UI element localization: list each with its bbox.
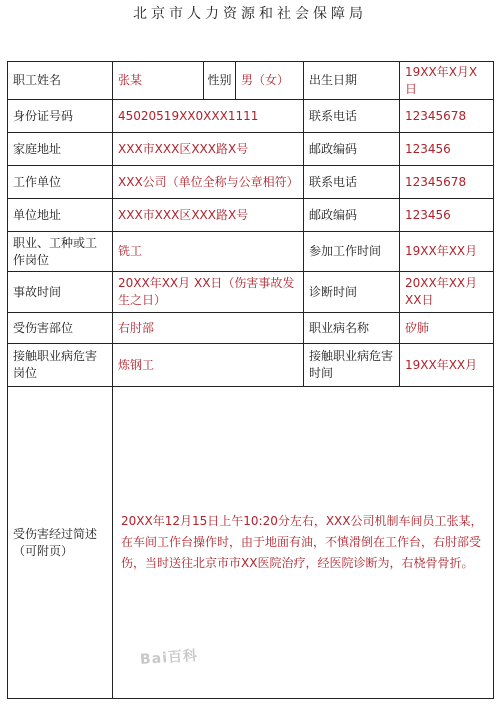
value-job: 铣工 xyxy=(113,232,304,272)
label-accident-time: 事故时间 xyxy=(8,272,113,313)
row-home xyxy=(8,133,494,166)
value-employer: XXX公司（单位全称与公章相符） xyxy=(113,166,304,199)
label-gender: 性别 xyxy=(204,62,236,100)
label-employer-address: 单位地址 xyxy=(8,199,113,232)
value-employer-postcode: 123456 xyxy=(400,199,494,232)
value-injury-description: 20XX年12月15日上午10:20分左右，XXX公司机制车间员工张某，在车间工作台操作时，由于地面有油，不慎滑倒在工作台，右肘部受伤，当时送往北京市市XX医院治疗，经医院诊断为，右桡骨骨折。 xyxy=(113,387,494,699)
value-employer-phone: 12345678 xyxy=(400,166,494,199)
label-diagnosis-time: 诊断时间 xyxy=(304,272,400,313)
label-name: 职工姓名 xyxy=(8,62,113,100)
row-injury-description xyxy=(8,387,494,699)
watermark-logo: Bai百科 xyxy=(139,647,199,668)
value-id-number: 45020519XX0XXX1111 xyxy=(113,100,304,133)
value-diagnosis-time: 20XX年XX月XX日 xyxy=(400,272,494,313)
value-work-start: 19XX年XX月 xyxy=(400,232,494,272)
value-injury-part: 右肘部 xyxy=(113,313,304,344)
row-id xyxy=(8,100,494,133)
label-phone: 联系电话 xyxy=(304,100,400,133)
value-accident-time: 20XX年XX月 XX日（伤害事故发生之日） xyxy=(113,272,304,313)
row-hazard xyxy=(8,344,494,387)
label-postcode: 邮政编码 xyxy=(304,133,400,166)
value-gender: 男（女） xyxy=(236,62,304,100)
row-name xyxy=(8,62,494,100)
label-id-number: 身份证号码 xyxy=(8,100,113,133)
injury-report-form xyxy=(7,61,494,699)
row-employer xyxy=(8,166,494,199)
label-injury-description: 受伤害经过简述（可附页） xyxy=(8,387,113,699)
label-employer-phone: 联系电话 xyxy=(304,166,400,199)
value-name: 张某 xyxy=(113,62,204,100)
value-phone: 12345678 xyxy=(400,100,494,133)
label-home-address: 家庭地址 xyxy=(8,133,113,166)
value-postcode: 123456 xyxy=(400,133,494,166)
label-hazard-post: 接触职业病危害岗位 xyxy=(8,344,113,387)
row-job xyxy=(8,232,494,272)
label-birth-date: 出生日期 xyxy=(304,62,400,100)
label-hazard-time: 接触职业病危害时间 xyxy=(304,344,400,387)
value-disease-name: 矽肺 xyxy=(400,313,494,344)
value-hazard-post: 炼钢工 xyxy=(113,344,304,387)
label-employer: 工作单位 xyxy=(8,166,113,199)
value-employer-address: XXX市XXX区XXX路X号 xyxy=(113,199,304,232)
value-home-address: XXX市XXX区XXX路X号 xyxy=(113,133,304,166)
label-job: 职业、工种或工作岗位 xyxy=(8,232,113,272)
label-injury-part: 受伤害部位 xyxy=(8,313,113,344)
page-title: 北京市人力资源和社会保障局 xyxy=(133,6,367,22)
label-work-start: 参加工作时间 xyxy=(304,232,400,272)
label-disease-name: 职业病名称 xyxy=(304,313,400,344)
value-hazard-time: 19XX年XX月 xyxy=(400,344,494,387)
value-birth-date: 19XX年X月X日 xyxy=(400,62,494,100)
row-employer-address xyxy=(8,199,494,232)
row-injury-part xyxy=(8,313,494,344)
label-employer-postcode: 邮政编码 xyxy=(304,199,400,232)
row-accident xyxy=(8,272,494,313)
